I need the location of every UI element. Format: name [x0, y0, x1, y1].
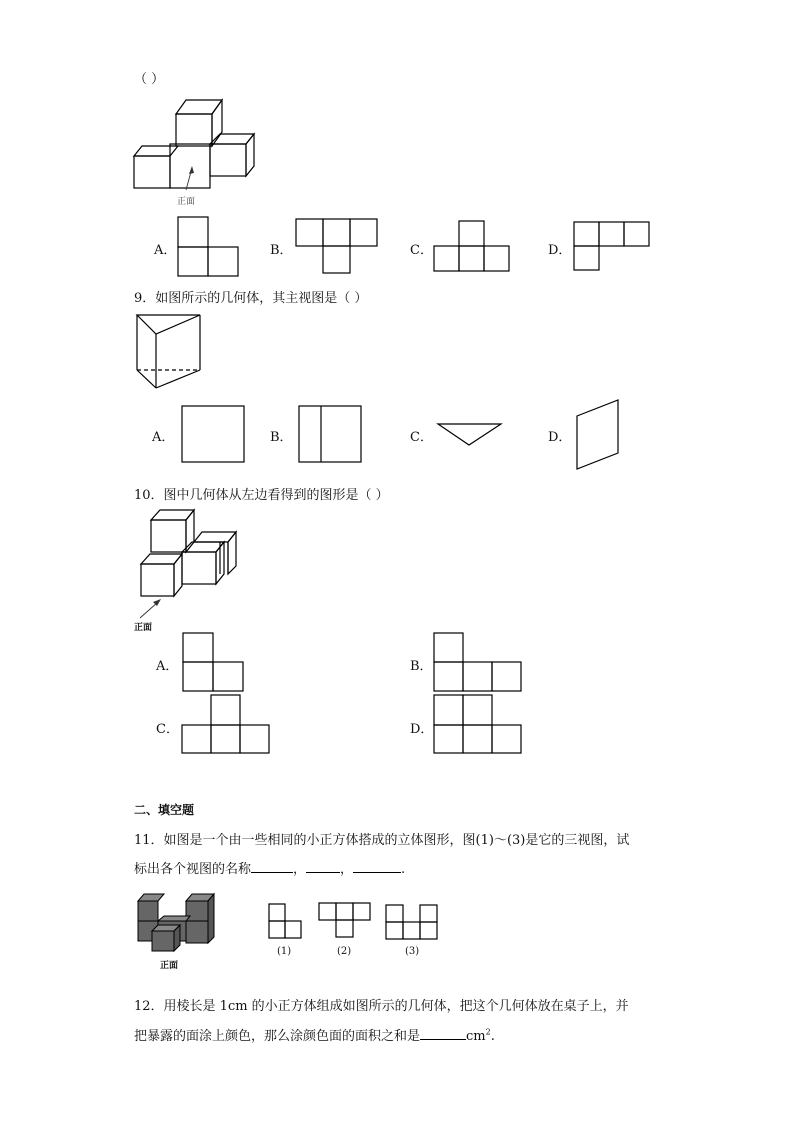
q11-blank-1[interactable]: [251, 860, 293, 873]
q11-view-1-figure: [268, 903, 304, 941]
q11-line2-prefix: 标出各个视图的名称: [134, 862, 252, 877]
q11-view-3-figure: [385, 904, 441, 942]
q11-line2: [134, 858, 405, 877]
q12-unit-sup: 2: [485, 1027, 491, 1037]
q9-option-b-label[interactable]: B．: [270, 430, 293, 445]
q10-front-label: 正面: [134, 623, 153, 633]
q11-view-3-label: (3): [405, 946, 420, 957]
q9-option-d-label[interactable]: D．: [548, 430, 572, 445]
q12-end: .: [490, 1029, 495, 1044]
q10-option-d-label[interactable]: D．: [410, 722, 434, 737]
q8-solid-figure: [130, 98, 255, 198]
q9-option-d-figure: [576, 399, 622, 471]
q12-line1: 12．用棱长是 1cm 的小正方体组成如图所示的几何体，把这个几何体放在桌子上，并: [134, 999, 629, 1014]
q11-view-2-figure: [318, 902, 374, 940]
q12-unit: cm: [466, 1029, 486, 1044]
q9-option-c-figure: [437, 423, 503, 447]
section-heading: 二、填空题: [134, 803, 195, 817]
q8-option-d-label[interactable]: D．: [548, 243, 572, 258]
q11-line1: 11．如图是一个由一些相同的小正方体搭成的立体图形，图(1)～(3)是它的三视图，试: [134, 833, 630, 848]
q11-view-2-label: (2): [337, 946, 352, 957]
q10-option-a-label[interactable]: A．: [156, 659, 179, 674]
q9-option-c-label[interactable]: C．: [410, 430, 433, 445]
q8-option-b-label[interactable]: B．: [270, 243, 293, 258]
q9-solid-figure: [136, 314, 208, 390]
q10-solid-figure: [136, 508, 240, 620]
q8-answer-bracket: （ ）: [134, 72, 165, 87]
q9-option-a-label[interactable]: A．: [152, 430, 175, 445]
q11-end: .: [401, 862, 406, 877]
q12-line2-prefix: 把暴露的面涂上颜色，那么涂颜色面的面积之和是: [134, 1029, 421, 1044]
q11-blank-3[interactable]: [353, 860, 401, 873]
q8-option-c-figure: [434, 220, 510, 274]
q12-line2: [134, 1025, 495, 1044]
q8-option-a-figure: [177, 216, 239, 278]
q10-option-c-label[interactable]: C．: [156, 722, 179, 737]
q11-sep-2: ，: [340, 862, 354, 877]
q10-option-c-figure: [181, 694, 273, 756]
q9-option-a-figure: [181, 405, 247, 465]
q8-option-b-figure: [295, 218, 379, 276]
q11-sep-1: ，: [293, 862, 307, 877]
q10-stem: 10．图中几何体从左边看得到的图形是（ ）: [134, 488, 389, 503]
q9-option-b-figure: [298, 405, 364, 465]
q8-option-a-label[interactable]: A．: [154, 243, 177, 258]
q12-blank[interactable]: [420, 1027, 466, 1040]
q11-solid-figure: [136, 891, 218, 955]
q8-option-d-figure: [573, 221, 651, 273]
q8-front-label: 正面: [177, 197, 196, 207]
q11-blank-2[interactable]: [306, 860, 340, 873]
q8-option-c-label[interactable]: C．: [410, 243, 433, 258]
q9-stem: 9．如图所示的几何体，其主视图是（ ）: [134, 291, 368, 306]
q10-option-b-label[interactable]: B．: [410, 659, 433, 674]
q10-option-b-figure: [433, 632, 525, 694]
q11-front-label: 正面: [160, 961, 179, 971]
q10-option-a-figure: [182, 632, 246, 694]
q11-view-1-label: (1): [277, 946, 292, 957]
q10-option-d-figure: [433, 694, 525, 756]
